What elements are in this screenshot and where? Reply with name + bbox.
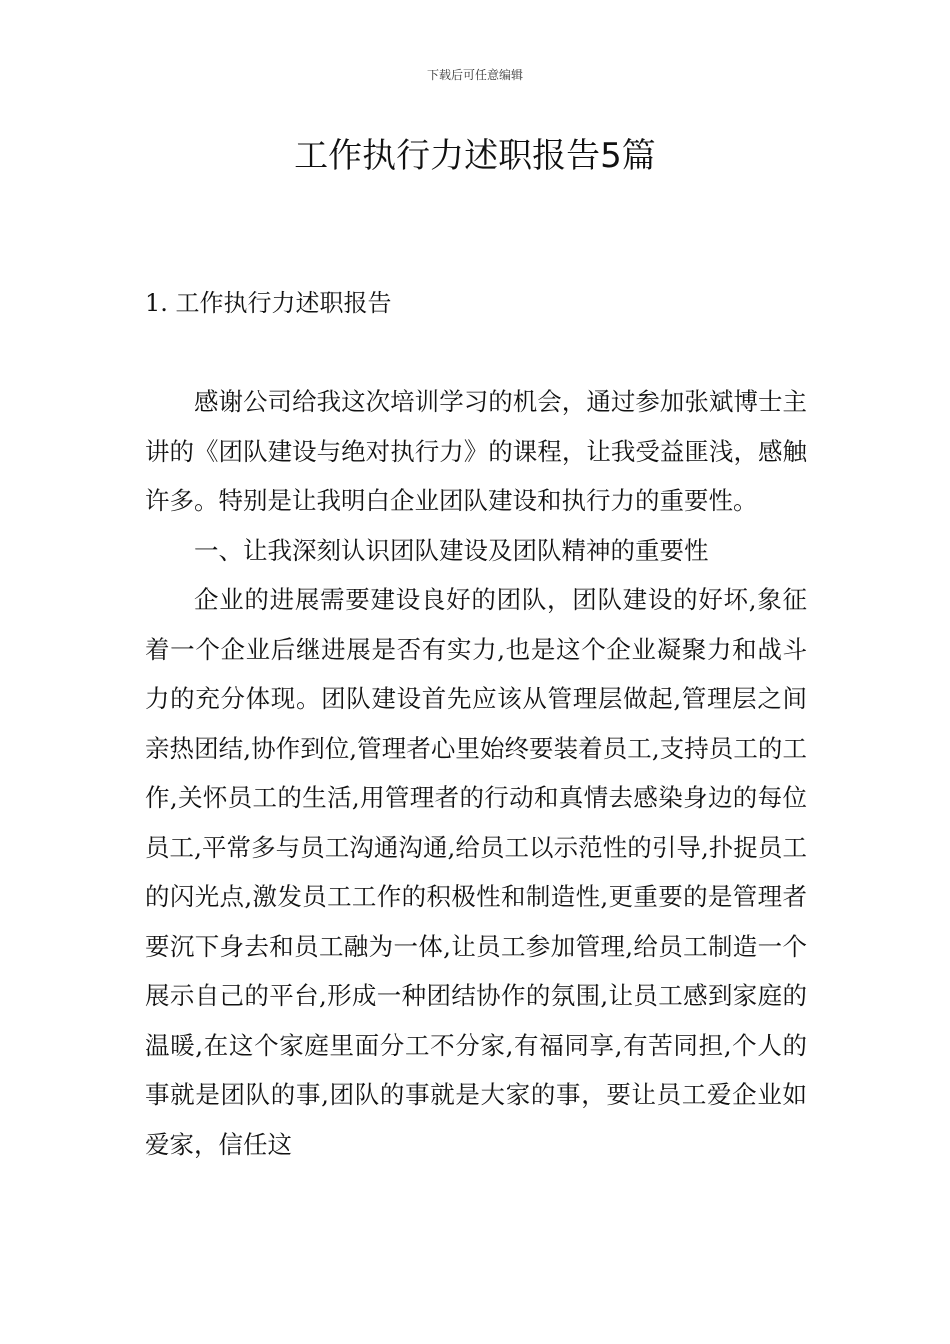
header-note: 下载后可任意编辑 — [426, 68, 523, 82]
section-heading: 1. 工作执行力述职报告 — [145, 289, 392, 317]
document-title: 工作执行力述职报告5篇 — [294, 136, 656, 176]
paragraph-intro: 感谢公司给我这次培训学习的机会，通过参加张斌博士主讲的《团队建设与绝对执行力》的课程，让我受益匪浅，感触许多。特别是让我明白企业团队建设和执行力的重要性。 — [145, 387, 807, 515]
paragraph-subheading: 一、让我深刻认识团队建设及团队精神的重要性 — [194, 535, 709, 565]
paragraph-team-building: 企业的进展需要建设良好的团队，团队建设的好坏,象征着一个企业后继进展是否有实力,也是这个企业凝聚力和战斗力的充分体现。团队建设首先应该从管理层做起,管理层之间亲热团结,协作到位,管理者心里始终要装着员工,支持员工的工作,关怀员工的生活,用管理者的行动和真情去感染身边的每位员工,平常多与员工沟通沟通,给员工以示范性的引导,扑捉员工的闪光点,激发员工工作的积极性和制造性,更重要的是管理者要沉下身去和员工融为一体,让员工参加管理,给员工制造一个展示自己的平台,形成一种团结协作的氛围,让员工感到家庭的温暖,在这个家庭里面分工不分家,有福同享,有苦同担,个人的事就是团队的事,团队的事就是大家的事，要让员工爱企业如爱家，信任这 — [145, 585, 807, 1159]
document-body — [145, 377, 807, 1169]
